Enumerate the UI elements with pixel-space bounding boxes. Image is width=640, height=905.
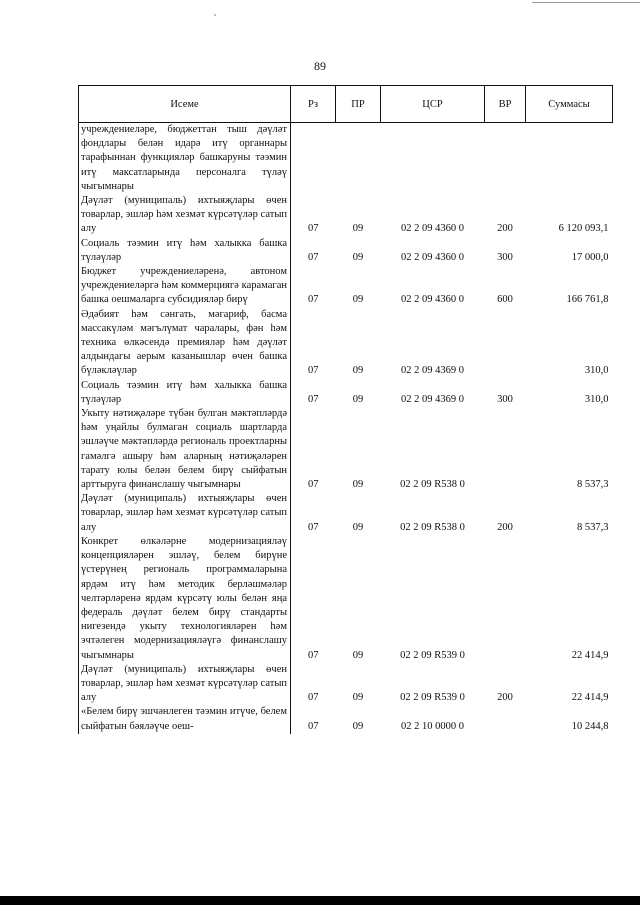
scan-edge-line [532,2,640,3]
row-vr: 300 [497,393,513,405]
row-vr: 600 [497,294,513,306]
table-row [79,705,613,733]
row-pr: 09 [352,251,364,263]
row-pr: 09 [352,294,364,306]
table-row [79,535,613,663]
row-csr: 02 2 09 4369 0 [401,365,464,377]
row-rz [291,123,336,195]
row-name: Дәүләт (муниципаль) ихтыяҗлары өчен товарлар, эшләр һәм хезмәт күрсәтүләр сатып алу [79,492,291,535]
row-pr: 09 [352,479,364,491]
row-sum: 22 414,9 [571,649,609,661]
row-pr: 09 [352,692,364,704]
row-rz: 07 [308,720,319,732]
row-vr: 200 [497,521,513,533]
row-csr: 02 2 09 4360 0 [401,223,464,235]
row-name: Конкрет өлкәләрне модернизацияләү концепцияләрен эшләү, белем бирүне үстерүнең региональ программаларына ярдәм итү һәм методик берләшмәләр челтәрләренә ярдәм күрсәтү юлы белән яңа федераль дәүләт белем бирү стандарты нигезендә укыту технологияләрен һәм эчтәлеген модернизацияләүгә финанслашу чыгымнары [79,535,291,663]
row-name: Әдәбият һәм сәнгать, мәгариф, басма массакүләм мәгълүмат чаралары, фән һәм техника өлкәсендә премияләр һәм дәүләт алдындагы аерым казанышлар өчен башка бүләкләүләр [79,308,291,379]
header-name: Исеме [79,86,291,123]
row-pr: 09 [352,365,364,377]
row-vr [485,705,526,733]
row-csr: 02 2 09 4360 0 [401,251,464,263]
row-rz: 07 [308,692,319,704]
row-sum: 310,0 [584,365,609,377]
row-csr: 02 2 10 0000 0 [401,720,464,732]
row-sum: 22 414,9 [571,692,609,704]
row-pr: 09 [352,223,364,235]
row-sum: 8 537,3 [577,479,609,491]
header-sum: Суммасы [526,86,613,123]
table-row [79,237,613,265]
row-sum: 17 000,0 [571,251,609,263]
row-vr [485,123,526,195]
row-sum: 8 537,3 [577,521,609,533]
table-header-row [79,86,613,123]
row-name: учреждениеләре, бюджеттан тыш дәүләт фондлары белән идарә итү органнары тарафыннан функцияләр башкаруны тәэмин итү максатларында персоналга түләү чыгымнары [79,123,291,195]
row-name: «Белем бирү эшчәнлеген тәэмин итүче, белем сыйфатын бәяләүче оеш- [79,705,291,733]
scan-speck [214,14,216,16]
row-csr: 02 2 09 R539 0 [400,649,465,661]
row-rz: 07 [308,649,319,661]
row-rz: 07 [308,294,319,306]
row-pr: 09 [352,393,364,405]
row-vr [485,535,526,663]
row-vr: 200 [497,223,513,235]
row-rz: 07 [308,393,319,405]
table-row [79,123,613,195]
row-rz: 07 [308,365,319,377]
row-csr: 02 2 09 R538 0 [400,479,465,491]
scan-bottom-bar [0,896,640,905]
row-name: Социаль тәэмин итү һәм халыкка башка түләүләр [79,379,291,407]
table-row [79,379,613,407]
page-number: 89 [314,59,326,73]
row-vr: 300 [497,251,513,263]
row-rz: 07 [308,521,319,533]
row-sum: 6 120 093,1 [558,223,609,235]
row-name: Дәүләт (муниципаль) ихтыяҗлары өчен товарлар, эшләр һәм хезмәт күрсәтүләр сатып алу [79,194,291,237]
row-pr: 09 [352,649,364,661]
table-row [79,492,613,535]
table-row [79,663,613,706]
row-name: Социаль тәэмин итү һәм халыкка башка түләүләр [79,237,291,265]
row-pr [336,123,381,195]
row-pr: 09 [352,720,364,732]
row-pr: 09 [352,521,364,533]
header-vr: ВР [485,86,526,123]
row-csr: 02 2 09 R538 0 [400,521,465,533]
row-csr: 02 2 09 R539 0 [400,692,465,704]
row-name: Укыту нәтиҗәләре түбән булган мәктәпләрдә һәм уңайлы булмаган социаль шартларда эшләүче мәктәпләрдә региональ проектларны гамәлгә ашыру һәм аларның нәтиҗәләрен тарату юлы белән белем бирү сыйфатын арттыруга финанслашу чыгымнары [79,407,291,492]
budget-table [78,85,613,734]
row-sum: 166 761,8 [566,294,609,306]
row-csr: 02 2 09 4369 0 [401,393,464,405]
table-row [79,407,613,492]
row-vr: 200 [497,692,513,704]
table-row [79,308,613,379]
row-rz: 07 [308,251,319,263]
row-sum: 10 244,8 [571,720,609,732]
row-sum [526,123,613,195]
table-row [79,265,613,308]
row-csr [381,123,485,195]
row-sum: 310,0 [584,393,609,405]
row-vr [485,308,526,379]
row-name: Дәүләт (муниципаль) ихтыяҗлары өчен товарлар, эшләр һәм хезмәт күрсәтүләр сатып алу [79,663,291,706]
row-name: Бюджет учреждениеләренә, автоном учреждениеләргә һәм коммерциягә карамаган башка оешмаларга субсидияләр бирү [79,265,291,308]
table-row [79,194,613,237]
row-vr [485,407,526,492]
row-rz: 07 [308,479,319,491]
row-rz: 07 [308,223,319,235]
header-pr: ПР [336,86,381,123]
row-csr: 02 2 09 4360 0 [401,294,464,306]
header-csr: ЦСР [381,86,485,123]
header-rz: Рз [291,86,336,123]
